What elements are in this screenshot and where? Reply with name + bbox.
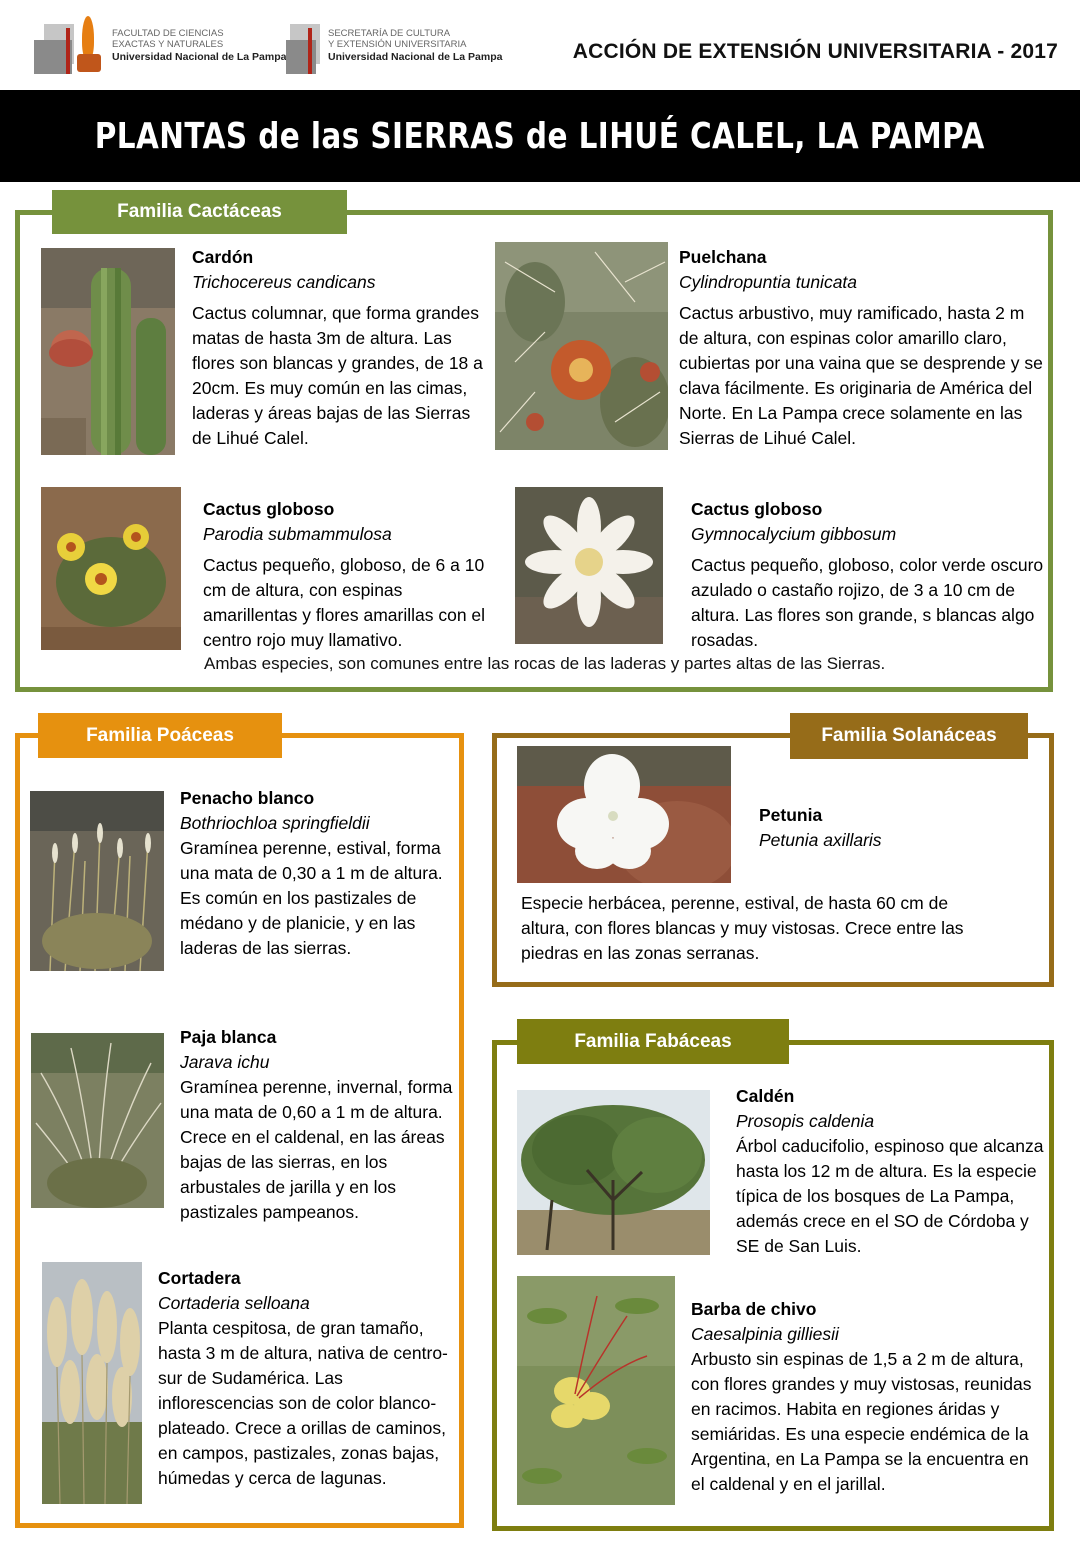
plant-name: Cortadera xyxy=(158,1268,241,1288)
plant-cactus-globoso-gymnocalycium xyxy=(691,497,1046,653)
logo2-line2: Y EXTENSIÓN UNIVERSITARIA xyxy=(328,38,467,50)
plant-name: Caldén xyxy=(736,1086,795,1106)
plant-name: Cardón xyxy=(192,247,254,267)
photo-calden xyxy=(517,1090,710,1255)
plant-name: Barba de chivo xyxy=(691,1299,817,1319)
tab-familia-poaceas: Familia Poáceas xyxy=(38,713,282,758)
tab-familia-solanaceas: Familia Solanáceas xyxy=(790,713,1028,759)
plant-name: Penacho blanco xyxy=(180,788,315,808)
photo-cactus-globoso-parodia xyxy=(41,487,181,650)
plant-petunia-header xyxy=(759,803,1029,853)
logo1-university: Universidad Nacional de La Pampa xyxy=(112,50,287,63)
page-title: PLANTAS de las SIERRAS de LIHUÉ CALEL, LA PAMPA xyxy=(94,115,986,157)
photo-puelchana xyxy=(495,242,668,450)
plant-description: Cactus arbustivo, muy ramificado, hasta 2 m de altura, con espinas color amarillo claro, cubiertas por una vaina que se desprende y se clava fácilmente. Es originaria de América del Norte. En La Pampa crece solamente en las Sierras de Lihué Calel. xyxy=(679,303,1043,448)
plant-description: Gramínea perenne, invernal, forma una mata de 0,60 a 1 m de altura. Crece en el caldenal, en las áreas bajas de las sierras, en los arbustales de jarilla y en los pastizales pampeanos. xyxy=(180,1077,453,1222)
title-band xyxy=(0,90,1080,182)
scientific-name: Gymnocalycium gibbosum xyxy=(691,524,897,544)
plant-cortadera xyxy=(158,1266,452,1491)
scientific-name: Petunia axillaris xyxy=(759,830,882,850)
plant-description: Arbusto sin espinas de 1,5 a 2 m de altura, con flores grandes y muy vistosas, reunidas en racimos. Habita en regiones áridas y semiáridas. Es una especie endémica de la Argentina, en La Pampa se la encuentra en el caldenal y en el jarillal. xyxy=(691,1349,1032,1494)
logo2-university: Universidad Nacional de La Pampa xyxy=(328,50,503,63)
university-emblem-icon xyxy=(286,14,322,76)
scientific-name: Cylindropuntia tunicata xyxy=(679,272,858,292)
plant-description: Cactus pequeño, globoso, de 6 a 10 cm de altura, con espinas amarillentas y flores amarillas con el centro rojo muy llamativo. xyxy=(203,555,486,650)
plant-description: Árbol caducifolio, espinoso que alcanza hasta los 12 m de altura. Es la especie típica de los bosques de La Pampa, además crece en el SO de Córdoba y SE de San Luis. xyxy=(736,1136,1044,1256)
logo1-line2: EXACTAS Y NATURALES xyxy=(112,38,224,50)
plant-calden xyxy=(736,1084,1046,1259)
scientific-name: Jarava ichu xyxy=(180,1052,270,1072)
plant-penacho-blanco xyxy=(180,786,452,961)
university-emblem-icon xyxy=(34,14,106,76)
plant-cactus-globoso-parodia xyxy=(203,497,498,653)
scientific-name: Parodia submammulosa xyxy=(203,524,392,544)
plant-cardon xyxy=(192,245,484,451)
plant-description: Cactus pequeño, globoso, color verde oscuro azulado o castaño rojizo, de 3 a 10 cm de altura. Las flores son grande, s blancas algo rosadas. xyxy=(691,555,1044,650)
scientific-name: Trichocereus candicans xyxy=(192,272,376,292)
scientific-name: Caesalpinia gilliesii xyxy=(691,1324,839,1344)
plant-petunia-description xyxy=(521,891,1001,966)
plant-name: Petunia xyxy=(759,805,823,825)
scientific-name: Prosopis caldenia xyxy=(736,1111,875,1131)
photo-penacho-blanco xyxy=(30,791,164,971)
photo-cactus-globoso-gymnocalycium xyxy=(515,487,663,644)
plant-name: Cactus globoso xyxy=(203,499,335,519)
plant-barba-de-chivo xyxy=(691,1297,1046,1497)
photo-barba-de-chivo xyxy=(517,1276,675,1505)
scientific-name: Cortaderia selloana xyxy=(158,1293,310,1313)
photo-cortadera xyxy=(42,1262,142,1504)
cactaceas-note: Ambas especies, son comunes entre las rocas de las laderas y partes altas de las Sierras. xyxy=(204,654,886,673)
plant-description: Especie herbácea, perenne, estival, de hasta 60 cm de altura, con flores blancas y muy vistosas. Crece entre las piedras en las zonas serranas. xyxy=(521,893,964,963)
tab-familia-fabaceas: Familia Fabáceas xyxy=(517,1019,789,1064)
plant-name: Puelchana xyxy=(679,247,767,267)
plant-name: Cactus globoso xyxy=(691,499,823,519)
plant-paja-blanca xyxy=(180,1025,455,1225)
logo-facultad-exactas xyxy=(34,12,286,78)
tab-familia-cactaceas: Familia Cactáceas xyxy=(52,190,347,234)
header-title: ACCIÓN DE EXTENSIÓN UNIVERSITARIA - 2017 xyxy=(572,40,1058,63)
plant-description: Planta cespitosa, de gran tamaño, hasta 3 m de altura, nativa de centro-sur de Sudamérica. Las inflorescencias son de color blanco-plateado. Crece a orillas de caminos, en campos, pastizales, zonas bajas, húmedas y cerca de lagunas. xyxy=(158,1318,448,1488)
scientific-name: Bothriochloa springfieldii xyxy=(180,813,370,833)
plant-description: Gramínea perenne, estival, forma una mata de 0,30 a 1 m de altura. Es común en los pastizales de médano y de planicie, y en las laderas de las sierras. xyxy=(180,838,443,958)
photo-cardon xyxy=(41,248,175,455)
plant-description: Cactus columnar, que forma grandes matas de hasta 3m de altura. Las flores son blancas y grandes, de 18 a 20cm. Es muy común en las cimas, laderas y áreas bajas de las Sierras de Lihué Calel. xyxy=(192,303,483,448)
logo1-line1: FACULTAD DE CIENCIAS xyxy=(112,27,224,39)
photo-petunia xyxy=(517,746,731,883)
logo-secretaria-cultura xyxy=(286,12,502,78)
plant-name: Paja blanca xyxy=(180,1027,277,1047)
plant-puelchana xyxy=(679,245,1044,451)
photo-paja-blanca xyxy=(31,1033,164,1208)
logo2-line1: SECRETARÍA DE CULTURA xyxy=(328,27,451,39)
